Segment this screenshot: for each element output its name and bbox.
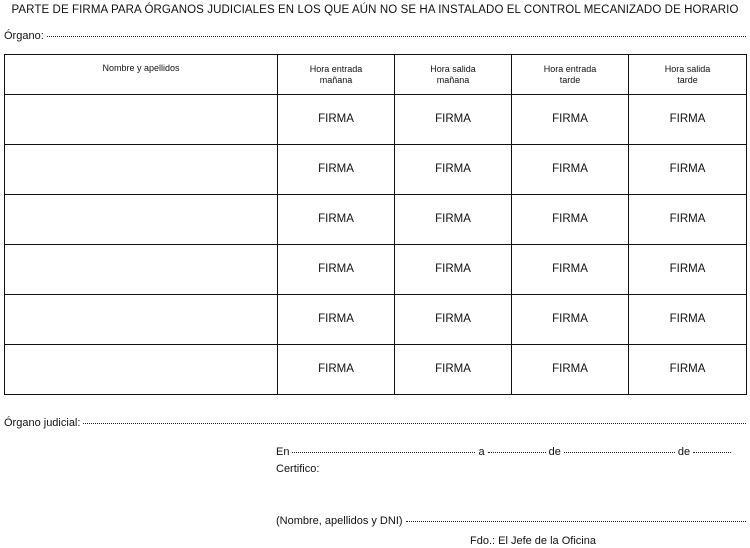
table-row [5, 295, 747, 345]
en-label: En [276, 446, 290, 458]
firma-cell[interactable]: FIRMA [278, 245, 395, 295]
organo-line [4, 30, 746, 42]
firma-cell[interactable]: FIRMA [512, 95, 629, 145]
certifico-label: Certifico: [276, 463, 320, 475]
name-cell[interactable] [5, 345, 278, 395]
header-hora-entrada-tarde: Hora entrada tarde [512, 55, 629, 95]
de-label-1: de [548, 446, 561, 458]
firma-cell[interactable]: FIRMA [512, 345, 629, 395]
firma-cell[interactable]: FIRMA [278, 295, 395, 345]
firma-cell[interactable]: FIRMA [629, 195, 747, 245]
table-row [5, 245, 747, 295]
table-row [5, 195, 747, 245]
firma-cell[interactable]: FIRMA [512, 195, 629, 245]
organo-label: Órgano: [4, 30, 44, 42]
firma-cell[interactable]: FIRMA [629, 245, 747, 295]
firma-cell[interactable]: FIRMA [395, 345, 512, 395]
name-cell[interactable] [5, 245, 278, 295]
name-cell[interactable] [5, 195, 278, 245]
firma-cell[interactable]: FIRMA [278, 195, 395, 245]
signature-table [4, 54, 747, 395]
year-field[interactable] [693, 451, 731, 453]
signature-label: Fdo.: El Jefe de la Oficina [470, 535, 596, 547]
header-nombre: Nombre y apellidos [5, 55, 278, 95]
document-title: PARTE DE FIRMA PARA ÓRGANOS JUDICIALES EN LOS QUE AÚN NO SE HA INSTALADO EL CONTROL MECANIZADO DE HORARIO [11, 4, 739, 16]
table-row [5, 145, 747, 195]
firma-cell[interactable]: FIRMA [395, 95, 512, 145]
organo-judicial-field[interactable] [83, 422, 746, 424]
de-label-2: de [677, 446, 691, 458]
nombre-dni-line [276, 515, 746, 527]
firma-cell[interactable]: FIRMA [629, 95, 747, 145]
firma-cell[interactable]: FIRMA [512, 295, 629, 345]
a-label: a [478, 446, 485, 458]
organo-field[interactable] [47, 35, 746, 37]
table-row [5, 345, 747, 395]
name-cell[interactable] [5, 295, 278, 345]
firma-cell[interactable]: FIRMA [629, 295, 747, 345]
name-cell[interactable] [5, 95, 278, 145]
header-hora-salida-tarde: Hora salida tarde [629, 55, 747, 95]
nombre-dni-field[interactable] [406, 520, 746, 522]
firma-cell[interactable]: FIRMA [395, 195, 512, 245]
firma-cell[interactable]: FIRMA [512, 245, 629, 295]
month-field[interactable] [564, 451, 675, 453]
firma-cell[interactable]: FIRMA [395, 145, 512, 195]
firma-cell[interactable]: FIRMA [512, 145, 629, 195]
nombre-dni-label: (Nombre, apellidos y DNI) [276, 515, 403, 527]
firma-cell[interactable]: FIRMA [278, 145, 395, 195]
firma-cell[interactable]: FIRMA [278, 95, 395, 145]
firma-cell[interactable]: FIRMA [278, 345, 395, 395]
name-cell[interactable] [5, 145, 278, 195]
firma-cell[interactable]: FIRMA [395, 245, 512, 295]
table-row [5, 95, 747, 145]
place-date-line [276, 446, 740, 458]
organo-judicial-label: Órgano judicial: [4, 417, 81, 429]
table-header-row [5, 55, 747, 95]
header-hora-entrada-manana: Hora entrada mañana [278, 55, 395, 95]
place-field[interactable] [292, 451, 475, 453]
firma-cell[interactable]: FIRMA [629, 145, 747, 195]
organo-judicial-line [4, 417, 746, 429]
header-hora-salida-manana: Hora salida mañana [395, 55, 512, 95]
firma-cell[interactable]: FIRMA [395, 295, 512, 345]
day-field[interactable] [488, 451, 546, 453]
firma-cell[interactable]: FIRMA [629, 345, 747, 395]
